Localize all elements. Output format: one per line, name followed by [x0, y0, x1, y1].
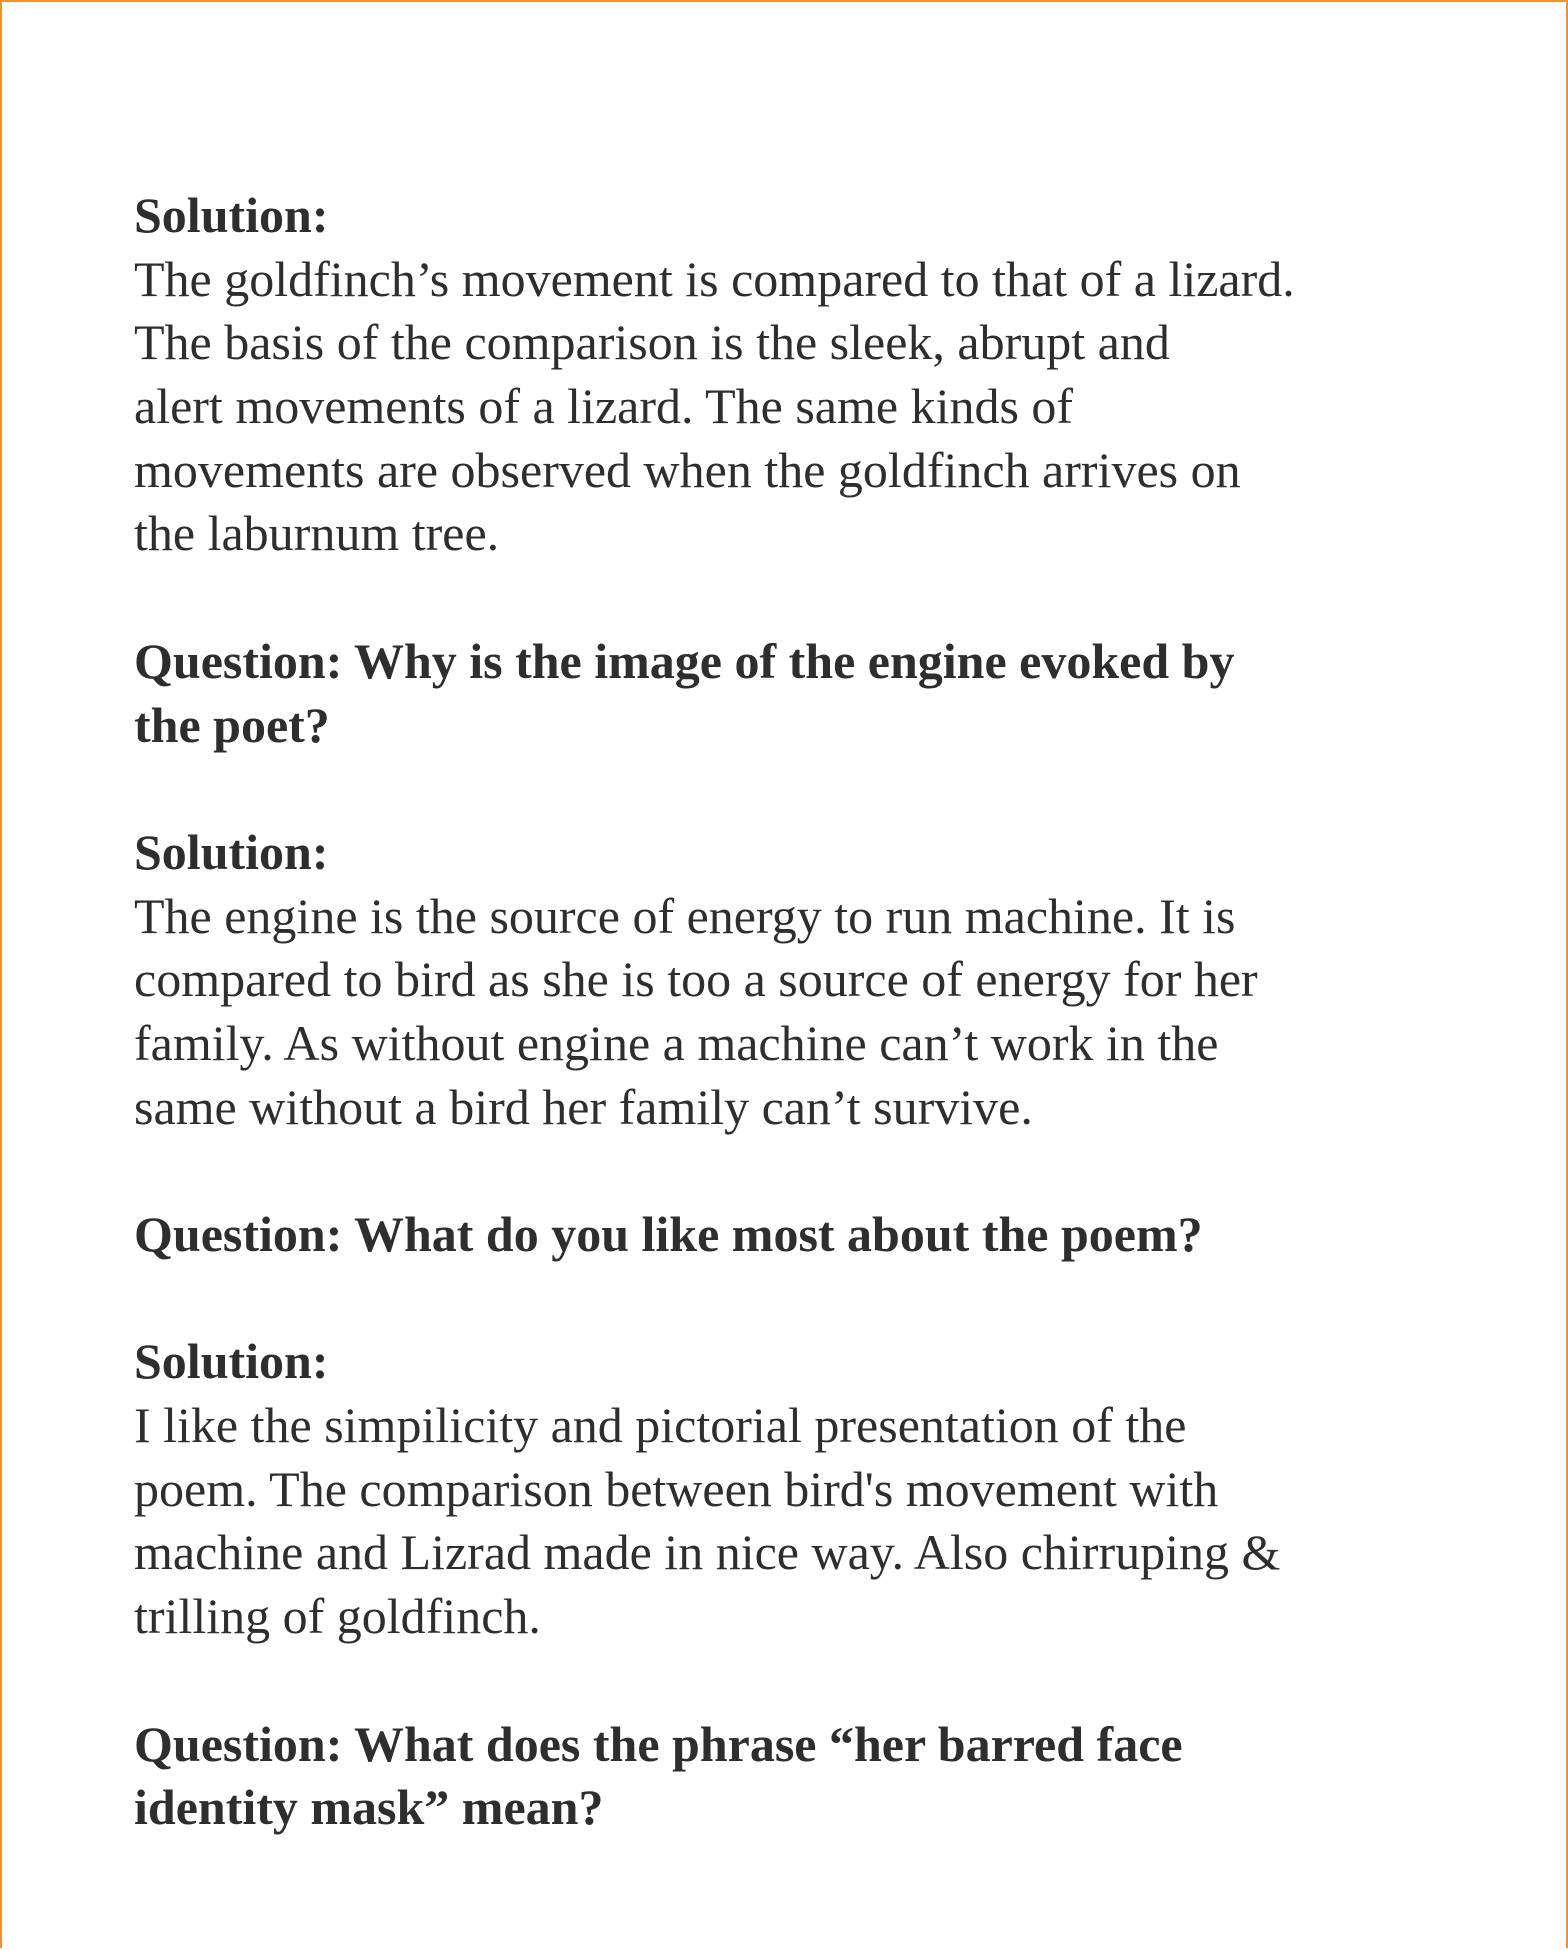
solution-block [134, 1330, 1295, 1648]
solution-block [134, 821, 1295, 1139]
solution-line: same without a bird her family can’t survive. [134, 1078, 1033, 1135]
question-line: Question: What does the phrase “her barred face [134, 1715, 1183, 1772]
question-line: Question: Why is the image of the engine evoked by [134, 632, 1235, 689]
solution-line: machine and Lizrad made in nice way. Also chirruping & [134, 1524, 1281, 1581]
solution-line: alert movements of a lizard. The same kinds of [134, 378, 1074, 435]
solution-heading: Solution: [134, 823, 329, 880]
question-line: Question: What do you like most about the poem? [134, 1206, 1203, 1262]
solution-heading: Solution: [134, 1333, 329, 1390]
question-block [134, 1713, 1295, 1840]
solution-line: I like the simpilicity and pictorial presentation of the [134, 1397, 1187, 1454]
question-block [134, 630, 1295, 757]
solution-line: compared to bird as she is too a source of energy for her [134, 951, 1258, 1008]
solution-line: trilling of goldfinch. [134, 1588, 541, 1645]
question-line: the poet? [134, 696, 330, 753]
solution-block [134, 184, 1295, 566]
solution-line: movements are observed when the goldfinch arrives on [134, 441, 1241, 498]
solution-line: poem. The comparison between bird's movement with [134, 1460, 1219, 1517]
solution-line: The basis of the comparison is the sleek, abrupt and [134, 314, 1170, 371]
question-line: identity mask” mean? [134, 1779, 604, 1836]
solution-line: The goldfinch’s movement is compared to that of a lizard. [134, 250, 1295, 307]
solution-line: the laburnum tree. [134, 505, 500, 562]
solution-line: The engine is the source of energy to run machine. It is [134, 887, 1236, 944]
document-content [134, 184, 1295, 1904]
solution-line: family. As without engine a machine can’t work in the [134, 1014, 1219, 1071]
question-block [134, 1203, 1295, 1267]
solution-heading: Solution: [134, 187, 329, 243]
